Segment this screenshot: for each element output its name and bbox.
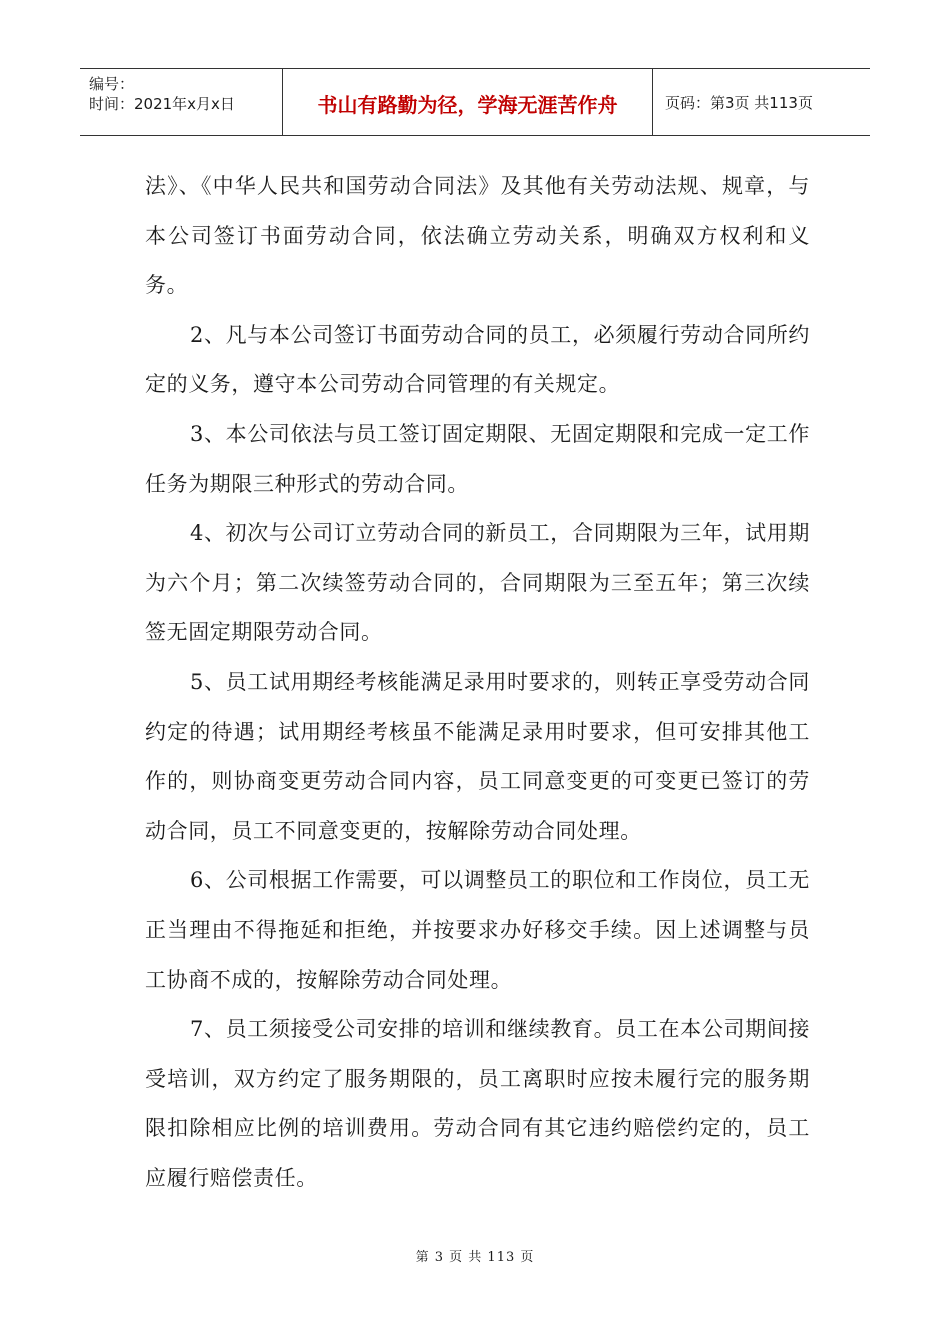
- document-body: [145, 162, 810, 1203]
- header-meta: [80, 69, 283, 135]
- paragraph-clause-2: 2、凡与本公司签订书面劳动合同的员工，必须履行劳动合同所约定的义务，遵守本公司劳动合同管理的有关规定。: [145, 322, 810, 397]
- paragraph-continuation: 法》、《中华人民共和国劳动合同法》及其他有关劳动法规、规章，与本公司签订书面劳动合同，依法确立劳动关系，明确双方权利和义务。: [145, 174, 810, 298]
- document-number-label: 编号：: [89, 75, 135, 93]
- document-time: 时间：2021年x月x日: [89, 95, 235, 113]
- page-footer: 第 3 页 共 113 页: [415, 1250, 535, 1265]
- paragraph-clause-6: 6、公司根据工作需要，可以调整员工的职位和工作岗位，员工无正当理由不得拖延和拒绝，并按要求办好移交手续。因上述调整与员工协商不成的，按解除劳动合同处理。: [145, 868, 810, 992]
- paragraph-clause-3: 3、本公司依法与员工签订固定期限、无固定期限和完成一定工作任务为期限三种形式的劳动合同。: [145, 421, 810, 496]
- header-motto: 书山有路勤为径，学海无涯苦作舟: [283, 69, 653, 135]
- paragraph-clause-4: 4、初次与公司订立劳动合同的新员工，合同期限为三年，试用期为六个月；第二次续签劳动合同的，合同期限为三至五年；第三次续签无固定期限劳动合同。: [145, 521, 810, 645]
- header-page-info: 页码：第3页 共113页: [665, 93, 813, 112]
- paragraph-clause-7: 7、员工须接受公司安排的培训和继续教育。员工在本公司期间接受培训，双方约定了服务期限的，员工离职时应按未履行完的服务期限扣除相应比例的培训费用。劳动合同有其它违约赔偿约定的，员工应履行赔偿责任。: [145, 1017, 810, 1190]
- paragraph-clause-5: 5、员工试用期经考核能满足录用时要求的，则转正享受劳动合同约定的待遇；试用期经考核虽不能满足录用时要求，但可安排其他工作的，则协商变更劳动合同内容，员工同意变更的可变更已签订的劳动合同，员工不同意变更的，按解除劳动合同处理。: [145, 669, 810, 843]
- page-header: [80, 68, 870, 136]
